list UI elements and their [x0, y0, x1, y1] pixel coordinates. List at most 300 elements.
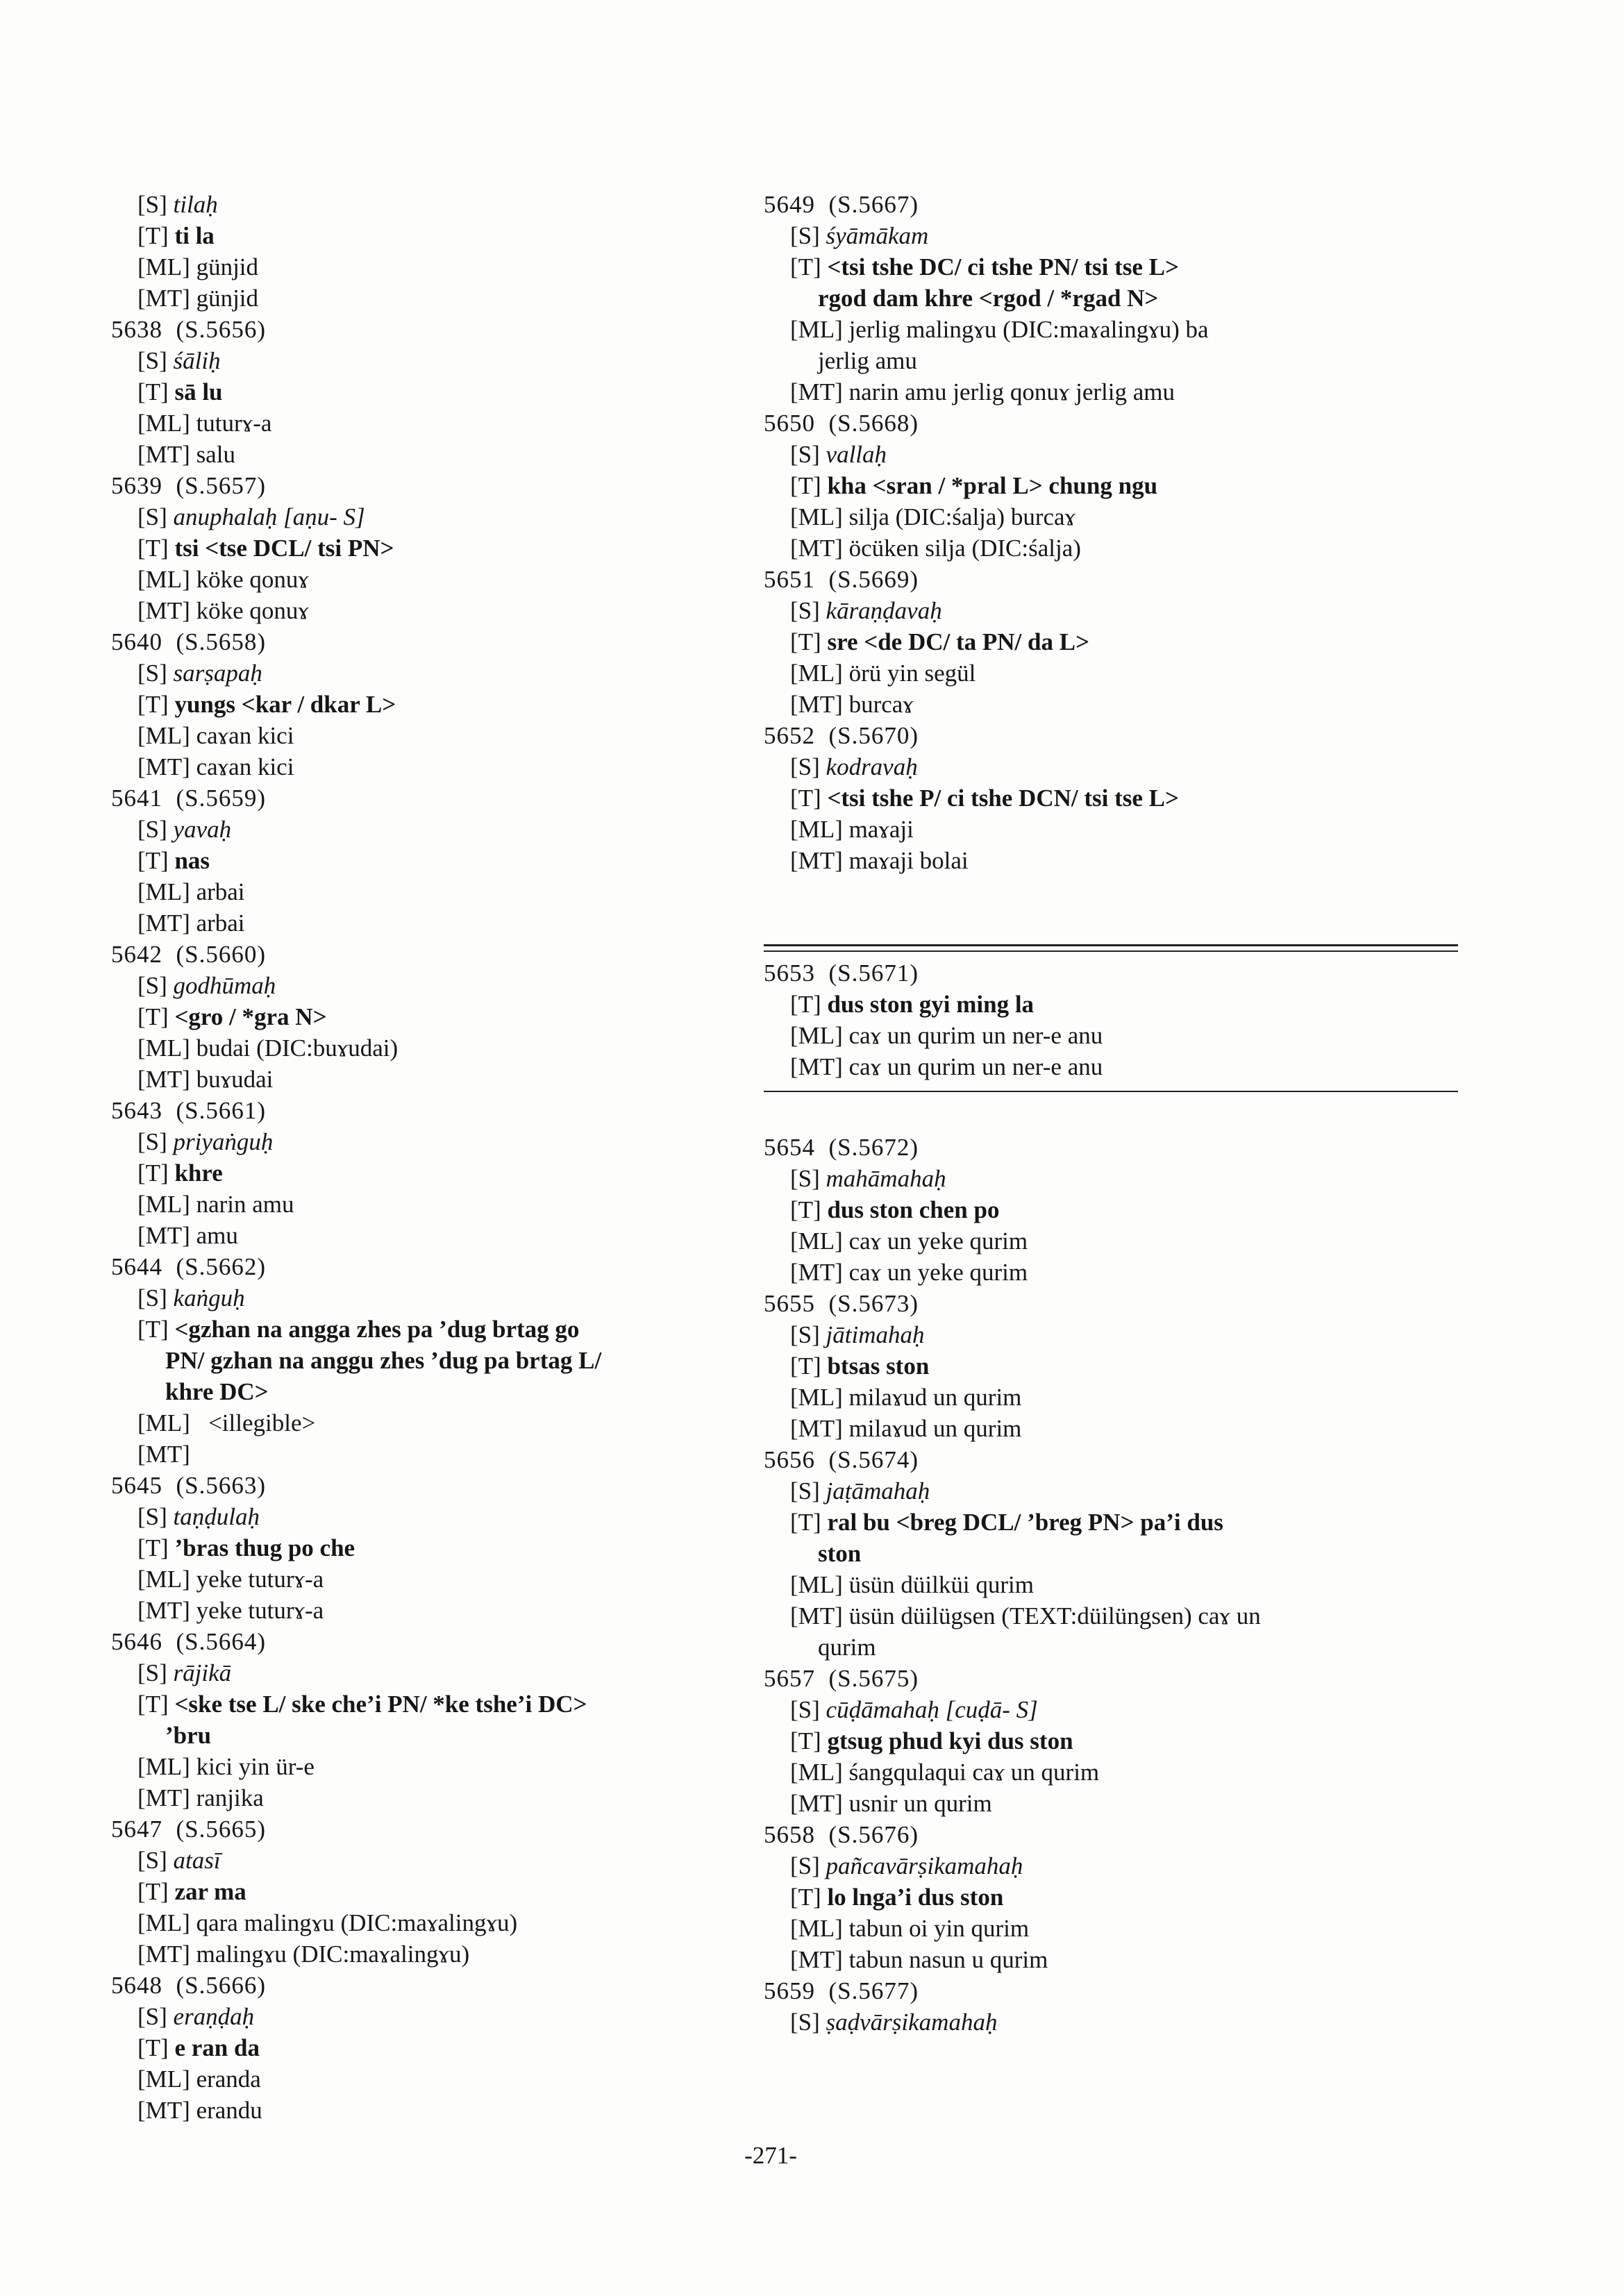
mongolian-term: üsün düilküi qurim — [848, 1571, 1034, 1598]
sanskrit-term: sarṣapaḥ — [173, 660, 262, 687]
tibetan-term: <gzhan na angga zhes pa ’dug brtag go — [174, 1316, 580, 1343]
entry-number: 5659 (S.5677) — [764, 1977, 919, 2004]
field-tag: [MT] — [137, 1597, 190, 1624]
continuation-line: ’bru — [165, 1722, 212, 1749]
sanskrit-term: śāliḥ — [173, 347, 221, 374]
field-tag: [MT] — [137, 2097, 190, 2124]
tibetan-term: gtsug phud kyi dus ston — [827, 1727, 1073, 1754]
mongolian-term: kici yin ür-e — [196, 1753, 315, 1780]
mongolian-term: milaɤud un qurim — [848, 1384, 1022, 1411]
field-tag: [T] — [790, 1884, 821, 1911]
entry-field — [764, 814, 1458, 845]
field-tag: [T] — [137, 378, 169, 405]
entry-field — [111, 1064, 778, 1095]
tibetan-term: ral bu <breg DCL/ ’breg PN> pa’i dus — [827, 1509, 1223, 1536]
entry-field — [111, 1751, 778, 1782]
mongolian-term: budai (DIC:buɤudai) — [196, 1034, 399, 1062]
entry-field — [764, 689, 1458, 720]
tibetan-term: zar ma — [174, 1878, 246, 1905]
field-tag: [T] — [137, 2034, 169, 2061]
entry-field — [111, 1189, 778, 1220]
entry-number: 5646 (S.5664) — [111, 1628, 267, 1655]
mongolian-term: üsün düilügsen (TEXT:düilüngsen) caɤ un — [848, 1602, 1261, 1629]
entry-field — [111, 1126, 778, 1157]
mongolian-term: narin amu — [196, 1191, 294, 1218]
field-tag: [ML] — [137, 566, 190, 593]
mongolian-term: günjid — [196, 285, 259, 312]
entry-field — [764, 1051, 1458, 1082]
mongolian-term: günjid — [196, 253, 259, 280]
entry-field — [764, 1382, 1458, 1413]
entry-field — [764, 1757, 1458, 1788]
mongolian-term: caɤan kici — [196, 722, 294, 749]
entry-number: 5655 (S.5673) — [764, 1290, 919, 1317]
entry-field — [111, 1907, 778, 1938]
entry-number: 5653 (S.5671) — [764, 960, 919, 987]
field-tag: [ML] — [137, 410, 190, 437]
tibetan-term: <gro / *gra N> — [174, 1003, 327, 1030]
entry-field — [111, 751, 778, 782]
entry-field — [111, 720, 778, 751]
entry-number: 5657 (S.5675) — [764, 1665, 919, 1692]
field-tag: [MT] — [137, 910, 190, 937]
entry-field — [111, 1314, 778, 1345]
entry-field — [111, 408, 778, 439]
entry-field — [764, 1163, 1458, 1194]
tibetan-term: ti la — [174, 222, 215, 249]
field-tag: [MT] — [790, 378, 843, 405]
field-tag: [ML] — [137, 2065, 190, 2093]
field-tag: [S] — [790, 2009, 820, 2036]
mongolian-term: malingɤu (DIC:maɤalingɤu) — [196, 1941, 470, 1968]
field-tag: [T] — [137, 222, 169, 249]
entry-field — [111, 2063, 778, 2095]
entry-field — [111, 1689, 778, 1720]
entry-field — [111, 345, 778, 376]
field-tag: [S] — [790, 753, 820, 780]
tibetan-term: <ske tse L/ ske che’i PN/ *ke tshe’i DC> — [174, 1691, 587, 1718]
entry-field — [111, 376, 778, 408]
entry-number: 5652 (S.5670) — [764, 722, 919, 749]
entry-number: 5658 (S.5676) — [764, 1821, 919, 1848]
field-tag: [T] — [137, 1534, 169, 1561]
entry-field — [764, 1569, 1458, 1600]
mongolian-term: amu — [196, 1222, 238, 1249]
entry-field — [764, 2006, 1458, 2038]
sanskrit-term: taṇḍulaḥ — [173, 1503, 260, 1530]
tibetan-term: kha <sran / *pral L> chung ngu — [827, 472, 1158, 499]
sanskrit-term: kāraṇḍavaḥ — [826, 597, 942, 624]
field-tag: [MT] — [137, 1066, 190, 1093]
entry-field — [111, 657, 778, 689]
field-tag: [S] — [790, 597, 820, 624]
sanskrit-term: kaṅguḥ — [173, 1284, 245, 1312]
entry-field — [764, 1725, 1458, 1757]
field-tag: [S] — [137, 2003, 167, 2030]
entry-field — [111, 1501, 778, 1532]
entry-field — [111, 1657, 778, 1689]
sanskrit-term: vallaḥ — [826, 441, 887, 468]
entry-number: 5640 (S.5658) — [111, 628, 267, 655]
entry-field — [764, 626, 1458, 657]
spacer — [764, 907, 1458, 939]
field-tag: [MT] — [790, 535, 843, 562]
field-tag: [ML] — [137, 1409, 190, 1436]
entry-field — [111, 2001, 778, 2032]
entry-field — [764, 1944, 1458, 1975]
field-tag: [S] — [137, 1284, 167, 1312]
field-tag: [ML] — [790, 1384, 843, 1411]
spacer — [764, 876, 1458, 907]
field-tag: [S] — [790, 441, 820, 468]
page-number: -271- — [744, 2142, 797, 2169]
sanskrit-term: mahāmahaḥ — [826, 1165, 946, 1192]
field-tag: [T] — [790, 991, 821, 1018]
field-tag: [T] — [137, 535, 169, 562]
mongolian-term: silja (DIC:śalja) burcaɤ — [848, 503, 1076, 530]
mongolian-term: arbai — [196, 878, 245, 905]
mongolian-term: caɤ un qurim un ner-e anu — [848, 1053, 1103, 1080]
tibetan-term: <tsi tshe P/ ci tshe DCN/ tsi tse L> — [827, 785, 1179, 812]
entry-field — [111, 2095, 778, 2126]
field-tag: [ML] — [137, 253, 190, 280]
continuation-line: khre DC> — [165, 1378, 269, 1405]
field-tag: [MT] — [790, 1602, 843, 1629]
sanskrit-term: godhūmaḥ — [173, 972, 276, 999]
entry-field — [111, 1157, 778, 1189]
sanskrit-term: tilaḥ — [173, 191, 218, 218]
entry-field — [764, 220, 1458, 251]
mongolian-term: eranda — [196, 2065, 261, 2093]
field-tag: [MT] — [790, 691, 843, 718]
field-tag: [T] — [137, 1691, 169, 1718]
tibetan-term: ’bras thug po che — [174, 1534, 355, 1561]
field-tag: [T] — [137, 1159, 169, 1187]
entry-number: 5638 (S.5656) — [111, 316, 267, 343]
mongolian-term: usnir un qurim — [848, 1790, 992, 1817]
tibetan-term: dus ston chen po — [827, 1196, 1000, 1223]
field-tag: [S] — [137, 1659, 167, 1686]
field-tag: [ML] — [137, 1566, 190, 1593]
field-tag: [ML] — [137, 1034, 190, 1062]
field-tag: [S] — [790, 1321, 820, 1348]
mongolian-term: śangqulaqui caɤ un qurim — [848, 1759, 1100, 1786]
tibetan-term: khre — [174, 1159, 223, 1187]
entry-number: 5647 (S.5665) — [111, 1816, 267, 1843]
entry-field — [764, 1850, 1458, 1882]
field-tag: [S] — [137, 660, 167, 687]
entry-field — [111, 876, 778, 907]
field-tag: [ML] — [790, 316, 843, 343]
entry-field — [764, 1913, 1458, 1944]
tibetan-term: <tsi tshe DC/ ci tshe PN/ tsi tse L> — [827, 253, 1179, 280]
entry-field — [111, 439, 778, 470]
entry-number: 5654 (S.5672) — [764, 1134, 919, 1161]
field-tag: [S] — [137, 191, 167, 218]
sanskrit-term: jātimahaḥ — [826, 1321, 925, 1348]
entry-number: 5643 (S.5661) — [111, 1097, 267, 1124]
entry-number: 5641 (S.5659) — [111, 785, 267, 812]
entry-number: 5648 (S.5666) — [111, 1972, 267, 1999]
mongolian-term: narin amu jerlig qonuɤ jerlig amu — [848, 378, 1175, 405]
field-tag: [ML] — [790, 1227, 843, 1255]
entry-field — [111, 1407, 778, 1439]
mongolian-term: maɤaji — [848, 816, 914, 843]
field-tag: [ML] — [790, 1571, 843, 1598]
entry-field — [111, 533, 778, 564]
entry-field — [764, 1694, 1458, 1725]
entry-field — [764, 1507, 1458, 1538]
tibetan-term: tsi <tse DCL/ tsi PN> — [174, 535, 394, 562]
entry-field — [764, 1350, 1458, 1382]
field-tag: [ML] — [137, 878, 190, 905]
entry-number: 5642 (S.5660) — [111, 941, 267, 968]
sanskrit-term: pañcavārṣikamahaḥ — [826, 1852, 1023, 1879]
mongolian-term: erandu — [196, 2097, 262, 2124]
entry-field — [764, 1882, 1458, 1913]
tibetan-term: yungs <kar / dkar L> — [174, 691, 396, 718]
entry-number: 5651 (S.5669) — [764, 566, 919, 593]
field-tag: [S] — [790, 1852, 820, 1879]
continuation-line: ston — [818, 1540, 862, 1567]
entry-field — [111, 845, 778, 876]
entry-field — [764, 1194, 1458, 1225]
sanskrit-term: jaṭāmahaḥ — [826, 1477, 930, 1505]
entry-field — [111, 1282, 778, 1314]
mongolian-term: maɤaji bolai — [848, 847, 969, 874]
entry-field — [764, 1600, 1458, 1632]
field-tag: [MT] — [790, 1790, 843, 1817]
field-tag: [ML] — [137, 1191, 190, 1218]
field-tag: [T] — [790, 1509, 821, 1536]
continuation-line: PN/ gzhan na anggu zhes ’dug pa brtag L/ — [165, 1347, 602, 1374]
mongolian-term: milaɤud un qurim — [848, 1415, 1022, 1442]
sanskrit-term: yavaḥ — [173, 816, 232, 843]
field-tag: [MT] — [137, 1441, 190, 1468]
entry-field — [764, 1020, 1458, 1051]
mongolian-term: salu — [196, 441, 235, 468]
mongolian-term: caɤ un yeke qurim — [848, 1259, 1028, 1286]
sanskrit-term: anuphalaḥ [aṇu- S] — [173, 503, 365, 530]
sanskrit-term: śyāmākam — [826, 222, 929, 249]
mongolian-term: caɤan kici — [196, 753, 294, 780]
entry-number: 5644 (S.5662) — [111, 1253, 267, 1280]
section-divider — [764, 1091, 1458, 1092]
tibetan-term: lo lnga’i dus ston — [827, 1884, 1004, 1911]
tibetan-term: sā lu — [174, 378, 223, 405]
field-tag: [ML] — [790, 503, 843, 530]
continuation-line: jerlig amu — [818, 347, 917, 374]
field-tag: [T] — [137, 1316, 169, 1343]
mongolian-term: tabun oi yin qurim — [848, 1915, 1030, 1942]
entry-field — [764, 845, 1458, 876]
entry-field — [111, 1938, 778, 1970]
field-tag: [MT] — [790, 1053, 843, 1080]
entry-field — [111, 283, 778, 314]
field-tag: [S] — [137, 503, 167, 530]
field-tag: [MT] — [137, 1784, 190, 1811]
field-tag: [MT] — [790, 847, 843, 874]
field-tag: [T] — [790, 472, 821, 499]
entry-field — [111, 1001, 778, 1032]
mongolian-term: caɤ un qurim un ner-e anu — [848, 1022, 1103, 1049]
field-tag: [MT] — [137, 285, 190, 312]
entry-field — [764, 595, 1458, 626]
field-tag: [MT] — [137, 597, 190, 624]
entry-field — [111, 1564, 778, 1595]
tibetan-term: sre <de DC/ ta PN/ da L> — [827, 628, 1090, 655]
field-tag: [MT] — [137, 753, 190, 780]
field-tag: [S] — [137, 1128, 167, 1155]
field-tag: [ML] — [790, 1759, 843, 1786]
mongolian-term: buɤudai — [196, 1066, 274, 1093]
tibetan-term: dus ston gyi ming la — [827, 991, 1035, 1018]
field-tag: [T] — [790, 785, 821, 812]
entry-field — [111, 2032, 778, 2063]
right-column — [764, 189, 1458, 2038]
entry-field — [764, 1257, 1458, 1288]
entry-field — [111, 564, 778, 595]
mongolian-term: qara malingɤu (DIC:maɤalingɤu) — [196, 1909, 518, 1936]
mongolian-term: tuturɤ-a — [196, 410, 272, 437]
entry-field — [111, 501, 778, 533]
entry-field — [111, 1220, 778, 1251]
entry-field — [111, 251, 778, 283]
field-tag: [S] — [137, 1847, 167, 1874]
continuation-line: rgod dam khre <rgod / *rgad N> — [818, 285, 1159, 312]
field-tag: [T] — [137, 847, 169, 874]
entry-field — [111, 1782, 778, 1813]
field-tag: [T] — [790, 1352, 821, 1380]
field-tag: [S] — [790, 222, 820, 249]
entry-field — [764, 1475, 1458, 1507]
entry-field — [111, 814, 778, 845]
field-tag: [T] — [790, 253, 821, 280]
sanskrit-term: ṣaḍvārṣikamahaḥ — [826, 2009, 998, 2036]
entry-field — [111, 1595, 778, 1626]
field-tag: [MT] — [790, 1415, 843, 1442]
entry-number: 5656 (S.5674) — [764, 1446, 919, 1473]
entry-field — [764, 251, 1458, 283]
field-tag: [T] — [790, 1727, 821, 1754]
sanskrit-term: cūḍāmahaḥ [cuḍā- S] — [826, 1696, 1038, 1723]
field-tag: [S] — [790, 1477, 820, 1505]
entry-field — [764, 751, 1458, 782]
spacer — [764, 1100, 1458, 1132]
entry-field — [764, 1413, 1458, 1444]
sanskrit-term: eraṇḍaḥ — [173, 2003, 255, 2030]
mongolian-term: köke qonuɤ — [196, 597, 309, 624]
entry-field — [764, 782, 1458, 814]
field-tag: [T] — [137, 1003, 169, 1030]
entry-field — [111, 1876, 778, 1907]
mongolian-term: öcüken silja (DIC:śalja) — [848, 535, 1081, 562]
field-tag: [S] — [137, 347, 167, 374]
field-tag: [MT] — [790, 1946, 843, 1973]
sanskrit-term: atasī — [173, 1847, 221, 1874]
mongolian-term: jerlig malingɤu (DIC:maɤalingɤu) ba — [848, 316, 1209, 343]
entry-field — [111, 189, 778, 220]
entry-field — [764, 376, 1458, 408]
field-tag: [T] — [790, 1196, 821, 1223]
entry-number: 5649 (S.5667) — [764, 191, 919, 218]
mongolian-term: tabun nasun u qurim — [848, 1946, 1048, 1973]
field-tag: [ML] — [790, 1022, 843, 1049]
field-tag: [ML] — [137, 1909, 190, 1936]
entry-field — [111, 1532, 778, 1564]
entry-field — [764, 1319, 1458, 1350]
field-tag: [MT] — [137, 1222, 190, 1249]
mongolian-term: ranjika — [196, 1784, 264, 1811]
entry-field — [111, 220, 778, 251]
entry-field — [111, 689, 778, 720]
mongolian-term: yeke tuturɤ-a — [196, 1597, 324, 1624]
field-tag: [MT] — [137, 1941, 190, 1968]
sanskrit-term: kodravaḥ — [826, 753, 918, 780]
tibetan-term: nas — [174, 847, 210, 874]
field-tag: [MT] — [790, 1259, 843, 1286]
entry-field — [764, 533, 1458, 564]
mongolian-term: yeke tuturɤ-a — [196, 1566, 324, 1593]
entry-field — [764, 439, 1458, 470]
field-tag: [S] — [137, 816, 167, 843]
tibetan-term: e ran da — [174, 2034, 260, 2061]
entry-field — [764, 501, 1458, 533]
field-tag: [T] — [137, 691, 169, 718]
left-column — [111, 189, 778, 2126]
field-tag: [S] — [790, 1165, 820, 1192]
entry-field — [764, 989, 1458, 1020]
entry-field — [111, 1439, 778, 1470]
sanskrit-term: rājikā — [173, 1659, 232, 1686]
entry-field — [111, 970, 778, 1001]
entry-number: 5650 (S.5668) — [764, 410, 919, 437]
entry-field — [111, 595, 778, 626]
entry-field — [764, 657, 1458, 689]
entry-field — [111, 1032, 778, 1064]
mongolian-term: <illegible> — [196, 1409, 316, 1436]
entry-number: 5639 (S.5657) — [111, 472, 267, 499]
mongolian-term: caɤ un yeke qurim — [848, 1227, 1028, 1255]
field-tag: [S] — [137, 972, 167, 999]
entry-field — [111, 907, 778, 939]
field-tag: [ML] — [790, 660, 843, 687]
field-tag: [ML] — [790, 816, 843, 843]
mongolian-term: köke qonuɤ — [196, 566, 309, 593]
field-tag: [ML] — [137, 722, 190, 749]
entry-field — [764, 1225, 1458, 1257]
entry-field — [764, 314, 1458, 345]
tibetan-term: btsas ston — [827, 1352, 930, 1380]
sanskrit-term: priyaṅguḥ — [173, 1128, 274, 1155]
field-tag: [ML] — [137, 1753, 190, 1780]
field-tag: [T] — [790, 628, 821, 655]
field-tag: [MT] — [137, 441, 190, 468]
continuation-line: qurim — [818, 1634, 876, 1661]
mongolian-term: burcaɤ — [848, 691, 914, 718]
section-divider-double — [764, 944, 1458, 952]
entry-field — [764, 1788, 1458, 1819]
mongolian-term: örü yin segül — [848, 660, 976, 687]
field-tag: [S] — [137, 1503, 167, 1530]
field-tag: [ML] — [790, 1915, 843, 1942]
mongolian-term: arbai — [196, 910, 245, 937]
field-tag: [T] — [137, 1878, 169, 1905]
field-tag: [S] — [790, 1696, 820, 1723]
entry-field — [764, 470, 1458, 501]
entry-number: 5645 (S.5663) — [111, 1472, 267, 1499]
entry-field — [111, 1845, 778, 1876]
